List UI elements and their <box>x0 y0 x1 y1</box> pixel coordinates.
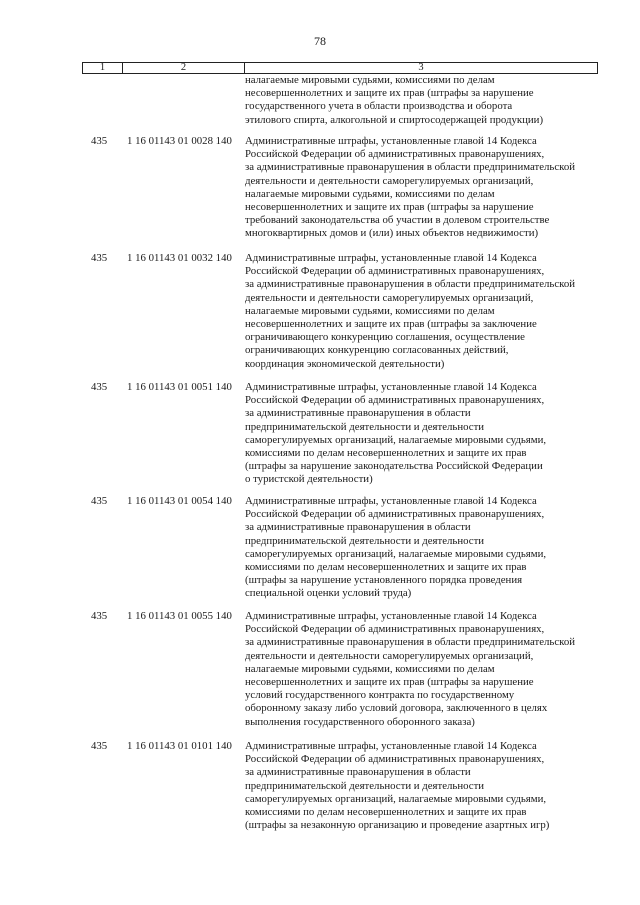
page-number: 78 <box>314 34 326 48</box>
admin-code: 435 <box>91 610 108 622</box>
continuation-text: налагаемые мировыми судьями, комиссиями по делам несовершеннолетних и защите их прав (штрафы за нарушение государственного учета в области производства и оборота этилового спирта, алкогольной и спиртосодержащей продукции) <box>245 74 544 126</box>
admin-code: 435 <box>91 740 108 752</box>
row-description: Административные штрафы, установленные главой 14 Кодекса Российской Федерации об административных правонарушениях, за административные правонарушения в области предпринимательской деятельности и деятельности саморегулируемых организаций, налагаемые мировыми судьями, комиссиями по делам несовершеннолетних и защите их прав (штрафы за незаконную организацию и проведение азартных игр) <box>245 740 550 832</box>
admin-code: 435 <box>91 495 108 507</box>
row-description: Административные штрафы, установленные главой 14 Кодекса Российской Федерации об административных правонарушениях, за административные правонарушения в области предпринимательской деятельности и деятельности саморегулируемых организаций, налагаемые мировыми судьями, комиссиями по делам несовершеннолетних и защите их прав (штрафы за заключение ограничивающего конкуренцию соглашения, осуществление ограничивающих конкуренцию согласованных действий, координация экономической деятельности) <box>245 252 576 370</box>
table-header <box>82 62 598 74</box>
kbk-code: 1 16 01143 01 0101 140 <box>127 740 232 752</box>
kbk-code: 1 16 01143 01 0055 140 <box>127 610 232 622</box>
row-description: Административные штрафы, установленные главой 14 Кодекса Российской Федерации об административных правонарушениях, за административные правонарушения в области предпринимательской деятельности и деятельности саморегулируемых организаций, налагаемые мировыми судьями, комиссиями по делам несовершеннолетних и защите их прав (штрафы за нарушение установленного порядка проведения специальной оценки условий труда) <box>245 495 547 600</box>
header-col-1: 1 <box>83 63 123 73</box>
kbk-code: 1 16 01143 01 0051 140 <box>127 381 232 393</box>
admin-code: 435 <box>91 135 108 147</box>
admin-code: 435 <box>91 381 108 393</box>
header-col-3: 3 <box>418 62 424 73</box>
kbk-code: 1 16 01143 01 0054 140 <box>127 495 232 507</box>
kbk-code: 1 16 01143 01 0028 140 <box>127 135 232 147</box>
admin-code: 435 <box>91 252 108 264</box>
header-col-2: 2 <box>123 63 245 73</box>
row-description: Административные штрафы, установленные главой 14 Кодекса Российской Федерации об административных правонарушениях, за административные правонарушения в области предпринимательской деятельности и деятельности саморегулируемых организаций, налагаемые мировыми судьями, комиссиями по делам несовершеннолетних и защите их прав (штрафы за нарушение требований законодательства об участии в долевом строительстве многоквартирных домов и (или) иных объектов недвижимости) <box>245 135 576 240</box>
row-description: Административные штрафы, установленные главой 14 Кодекса Российской Федерации об административных правонарушениях, за административные правонарушения в области предпринимательской деятельности и деятельности саморегулируемых организаций, налагаемые мировыми судьями, комиссиями по делам несовершеннолетних и защите их прав (штрафы за нарушение законодательства Российской Федерации о туристской деятельности) <box>245 381 547 486</box>
kbk-code: 1 16 01143 01 0032 140 <box>127 252 232 264</box>
row-description: Административные штрафы, установленные главой 14 Кодекса Российской Федерации об административных правонарушениях, за административные правонарушения в области предпринимательской деятельности и деятельности саморегулируемых организаций, налагаемые мировыми судьями, комиссиями по делам несовершеннолетних и защите их прав (штрафы за нарушение условий государственного контракта по государственному оборонному заказу либо условий договора, заключенного в целях выполнения государственного оборонного заказа) <box>245 610 576 728</box>
